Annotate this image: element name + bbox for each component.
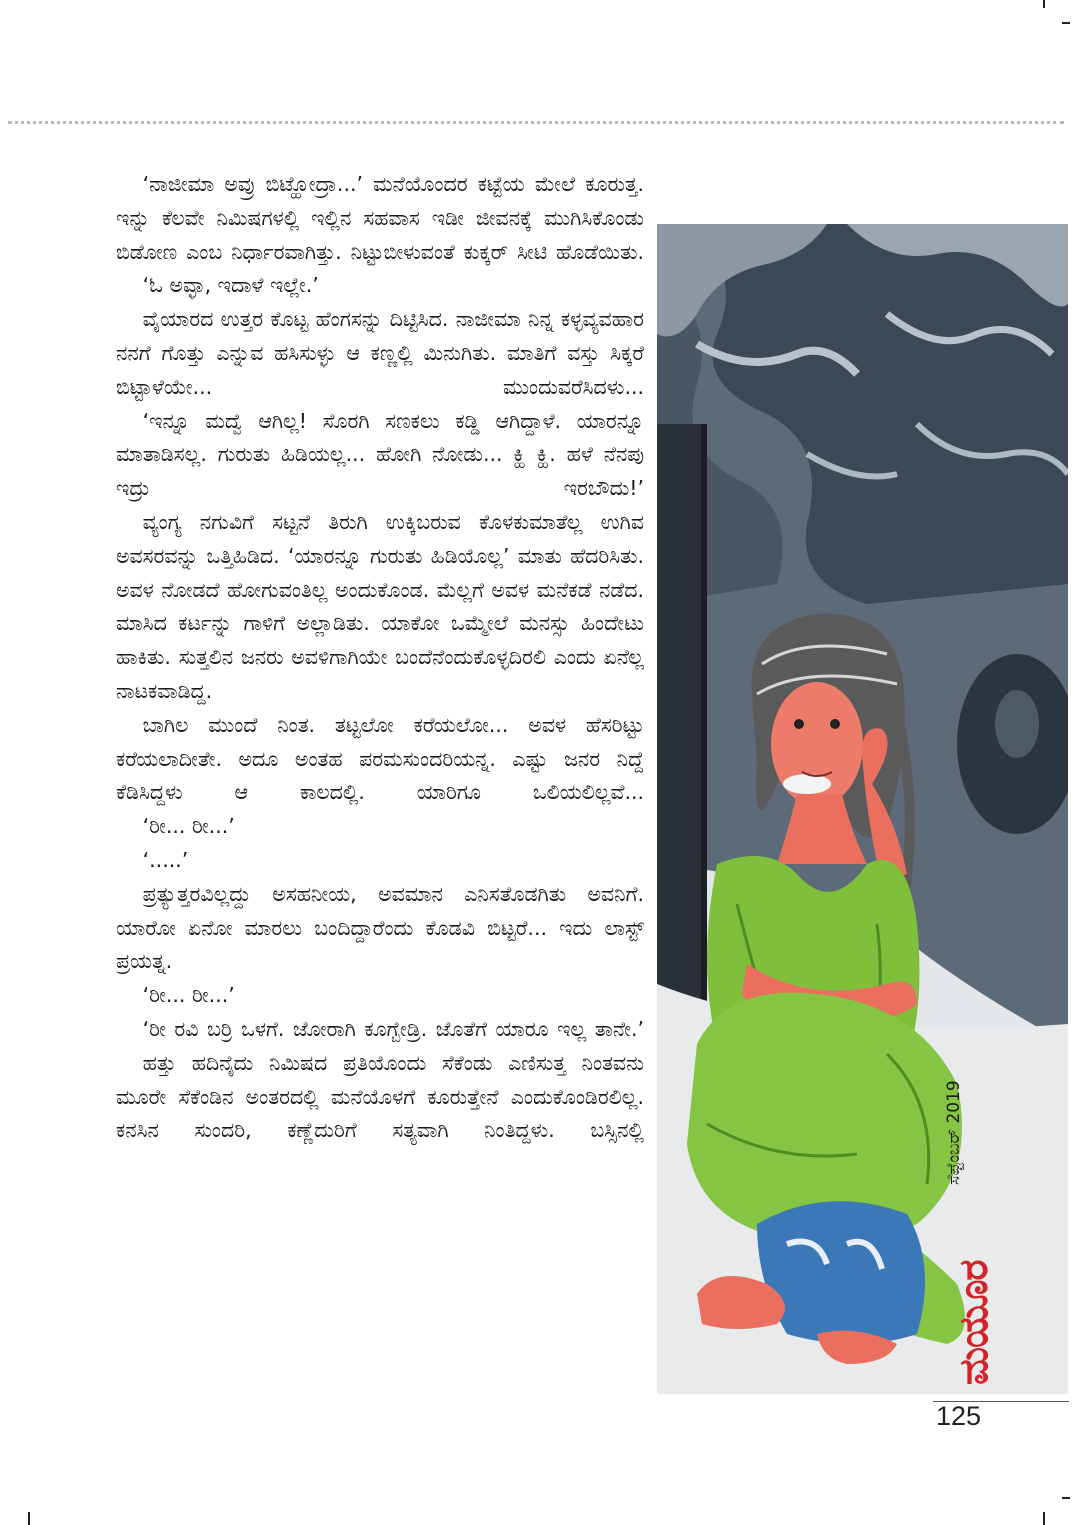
paragraph: ಪ್ರತ್ಯುತ್ತರವಿಲ್ಲದ್ದು ಅಸಹನೀಯ, ಅವಮಾನ ಎನಿಸತೊಡಗಿತು ಅವನಿಗೆ. ಯಾರೋ ಏನೋ ಮಾರಲು ಬಂದಿದ್ದಾರೆಂದು ಕೊಡವಿ ಬಿಟ್ಟರೆ... ಇದು ಲಾಸ್ಟ್ ಪ್ರಯತ್ನ. [116, 881, 644, 974]
paragraph: ಹತ್ತು ಹದಿನೈದು ನಿಮಿಷದ ಪ್ರತಿಯೊಂದು ಸೆಕೆಂಡು ಎಣಿಸುತ್ತ ನಿಂತವನು ಮೂರೇ ಸೆಕೆಂಡಿನ ಅಂತರದಲ್ಲಿ ಮನೆಯೊಳಗೆ ಕೂರುತ್ತೇನೆ ಎಂದುಕೊಂಡಿರಲಿಲ್ಲ. ಕನಸಿನ ಸುಂದರಿ, ಕಣ್ಣೆದುರಿಗೆ ಸತ್ಯವಾಗಿ ನಿಂತಿದ್ದಳು. ಬಸ್ಸಿನಲ್ಲಿ [116, 1050, 644, 1143]
crop-mark-bottom-right-h [1062, 1497, 1070, 1499]
story-illustration [657, 224, 1068, 1394]
paragraph: ವ್ಯಂಗ್ಯ ನಗುವಿಗೆ ಸಟ್ಟನೆ ತಿರುಗಿ ಉಕ್ಕಿಬರುವ ಕೊಳಕುಮಾತೆಲ್ಲ ಉಗಿವ ಅವಸರವನ್ನು ಒತ್ತಿಹಿಡಿದ. ‘ಯಾರನ್ನೂ ಗುರುತು ಹಿಡಿಯೊಲ್ಲ’ ಮಾತು ಹೆದರಿಸಿತು. ಅವಳ ನೋಡದೆ ಹೋಗುವಂತಿಲ್ಲ ಅಂದುಕೊಂಡ. ಮೆಲ್ಲಗೆ ಅವಳ ಮನೆಕಡೆ ನಡೆದ. ಮಾಸಿದ ಕರ್ಟನ್ನು ಗಾಳಿಗೆ ಅಲ್ಲಾಡಿತು. ಯಾಕೋ ಒಮ್ಮೇಲೆ ಮನಸ್ಸು ಹಿಂದೇಟು ಹಾಕಿತು. ಸುತ್ತಲಿನ ಜನರು ಅವಳಿಗಾಗಿಯೇ ಬಂದೆನೆಂದುಕೊಳ್ಳದಿರಲಿ ಎಂದು ಏನೆಲ್ಲ ನಾಟಕವಾಡಿದ್ದ. [116, 509, 644, 703]
paragraph: ‘ರೀ... ರೀ...’ [142, 814, 235, 839]
paragraph: ‘ಓ ಅವ್ಳಾ, ಇದಾಳೆ ಇಲ್ಲೇ.’ [142, 273, 319, 298]
paragraph: ‘ರೀ ರವಿ ಬರ್ರಿ ಒಳಗೆ. ಜೋರಾಗಿ ಕೂಗ್ಬೇಡ್ರಿ. ಜೊತೆಗೆ ಯಾರೂ ಇಲ್ಲ ತಾನೇ.’ [142, 1016, 644, 1041]
crop-mark-bottom-left [28, 1512, 30, 1525]
magazine-logo: ಮಯೂರ [950, 1260, 997, 1385]
paragraph: ‘ನಾಜೀಮಾ ಅವ್ರು ಬಿಟ್ಹೋದ್ರಾ...’ ಮನೆಯೊಂದರ ಕಟ್ಟೆಯ ಮೇಲೆ ಕೂರುತ್ತ. ಇನ್ನು ಕೆಲವೇ ನಿಮಿಷಗಳಲ್ಲಿ ಇಲ್ಲಿನ ಸಹವಾಸ ಇಡೀ ಜೀವನಕ್ಕೆ ಮುಗಿಸಿಕೊಂಡು ಬಿಡೋಣ ಎಂಬ ನಿರ್ಧಾರವಾಗಿತ್ತು. ನಿಟ್ಟುಬೀಳುವಂತೆ ಕುಕ್ಕರ್ ಸೀಟಿ ಹೊಡೆಯಿತು. [116, 172, 644, 264]
paragraph: ‘.....’ [142, 847, 189, 872]
crop-mark-bottom-right [1043, 1512, 1045, 1525]
paragraph: ‘ರೀ... ರೀ...’ [142, 983, 235, 1008]
header-dotted-rule [8, 121, 1064, 124]
issue-date: ಸೆಪ್ಟೆಂಬರ್ 2019 [944, 1080, 964, 1185]
paragraph: ಬಾಗಿಲ ಮುಂದೆ ನಿಂತ. ತಟ್ಟಲೋ ಕರೆಯಲೋ... ಅವಳ ಹೆಸರಿಟ್ಟು ಕರೆಯಲಾದೀತೇ. ಅದೂ ಅಂತಹ ಪರಮಸುಂದರಿಯನ್ನ. ಎಷ್ಟು ಜನರ ನಿದ್ದೆ ಕೆಡಿಸಿದ್ದಳು ಆ ಕಾಲದಲ್ಲಿ. ಯಾರಿಗೂ ಒಲಿಯಲಿಲ್ಲವೆ... [116, 712, 644, 805]
crop-mark-top-right [1062, 22, 1070, 24]
crop-mark-top [1043, 0, 1045, 8]
paragraph: ‘ಇನ್ನೂ ಮದ್ವೆ ಆಗಿಲ್ಲ! ಸೊರಗಿ ಸಣಕಲು ಕಡ್ಡಿ ಆಗಿದ್ದಾಳೆ. ಯಾರನ್ನೂ ಮಾತಾಡಿಸಲ್ಲ. ಗುರುತು ಹಿಡಿಯಲ್ಲ... ಹೋಗಿ ನೋಡು... ಕ್ಹಿ ಕ್ಹಿ. ಹಳೆ ನೆನಪು ಇದ್ರು ಇರಬೌದು!’ [116, 408, 644, 501]
paragraph: ವೈಯಾರದ ಉತ್ತರ ಕೊಟ್ಟ ಹೆಂಗಸನ್ನು ದಿಟ್ಟಿಸಿದ. ನಾಜೀಮಾ ನಿನ್ನ ಕಳ್ಳವ್ಯವಹಾರ ನನಗೆ ಗೊತ್ತು ಎನ್ನುವ ಹಸಿಸುಳ್ಳು ಆ ಕಣ್ಣಲ್ಲಿ ಮಿನುಗಿತು. ಮಾತಿಗೆ ವಸ್ತು ಸಿಕ್ಕರೆ ಬಿಟ್ಟಾಳೆಯೇ... ಮುಂದುವರೆಸಿದಳು... [116, 307, 644, 399]
article-text-column [116, 168, 644, 1148]
page-number: 125 [936, 1401, 982, 1431]
